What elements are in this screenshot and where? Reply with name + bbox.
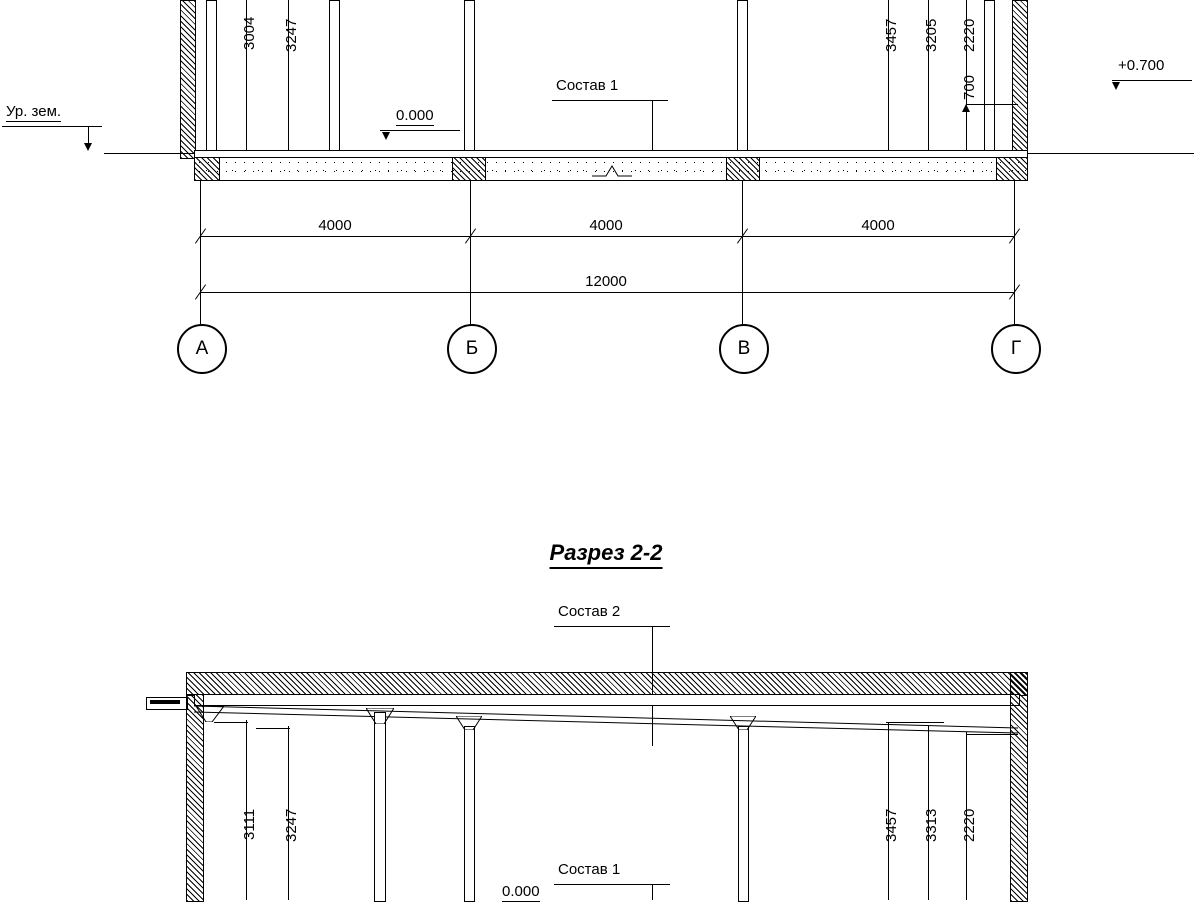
ground-level-text: Ур. зем. [6, 103, 62, 120]
dim-total-12000: 12000 [585, 273, 627, 290]
column-1-top [206, 0, 217, 158]
column-3-top [464, 0, 475, 158]
axis-label-b: Б [465, 338, 479, 359]
dim-3457-lower: 3457 [883, 808, 900, 842]
break-symbol-top-section [592, 160, 632, 178]
capital-2-section-2-2 [366, 708, 394, 724]
capital-4-section-2-2 [730, 716, 756, 730]
foundation-block-b [452, 157, 486, 181]
level-zero-top-arrow [382, 132, 390, 140]
sostav1-bottom-label: Состав 1 [558, 861, 621, 878]
dim-3457-top: 3457 [883, 18, 900, 52]
level-plus-700-arrow [1112, 82, 1120, 90]
level-zero-top-text: 0.000 [396, 107, 434, 124]
dim-span-2: 4000 [589, 217, 623, 234]
dim-3313: 3313 [923, 808, 940, 842]
dim-leader-3247-lower [256, 728, 290, 729]
level-zero-top-leader [380, 130, 460, 131]
dim-span-3: 4000 [861, 217, 895, 234]
column-5-top [984, 0, 995, 158]
level-plus-700-label: +0.700 [1118, 57, 1165, 74]
level-700-inner-leader [966, 104, 1018, 105]
dim-leader-3457-lower [886, 722, 944, 723]
roof-slab [186, 672, 1028, 696]
axis-bubble-a [177, 324, 227, 374]
column-4-top [737, 0, 748, 158]
axis-label-v: В [737, 338, 751, 359]
column-2-top [329, 0, 340, 158]
foundation-block-g [996, 157, 1028, 181]
dim-span-1: 4000 [318, 217, 352, 234]
column-3-section-2-2 [738, 726, 749, 902]
foundation-block-a [194, 157, 220, 181]
dim-leader-2220-lower [966, 734, 1018, 735]
axis-stem-b [470, 292, 471, 324]
capital-1-section-2-2 [196, 706, 224, 722]
level-zero-top-label [396, 108, 434, 123]
column-2-section-2-2 [464, 726, 475, 902]
level-zero-bottom-label [502, 884, 540, 899]
axis-label-a: А [195, 338, 209, 359]
ground-line-left [104, 153, 194, 154]
dim-2220-top: 2220 [961, 18, 978, 52]
ground-level-leader [2, 126, 102, 127]
dim-3247-lower: 3247 [283, 808, 300, 842]
axis-stem-g [1014, 292, 1015, 324]
axis-bubble-v [719, 324, 769, 374]
dim-leader-3111 [214, 722, 248, 723]
sostav1-top-label: Состав 1 [556, 77, 619, 94]
ground-level-arrow [84, 143, 92, 151]
sostav1-bottom-leader [652, 884, 653, 900]
ground-level-tick [88, 126, 89, 144]
axis-bubble-b [447, 324, 497, 374]
roof-left-drip-core [150, 700, 180, 704]
axis-label-g: Г [1010, 338, 1022, 359]
dim-700-top: 700 [961, 74, 978, 100]
ground-level-label [6, 104, 61, 119]
wall-left-section-2-2 [186, 694, 204, 902]
capital-3-section-2-2 [456, 716, 482, 730]
ground-line-right [1024, 153, 1194, 154]
foundation-block-v [726, 157, 760, 181]
section-2-2-title-text: Разрез 2-2 [550, 540, 663, 569]
dim-chain-4000 [200, 236, 1014, 237]
level-zero-bottom-text: 0.000 [502, 883, 540, 900]
axis-stem-v [742, 292, 743, 324]
dim-3205-top: 3205 [923, 18, 940, 52]
wall-right-top-section [1012, 0, 1028, 159]
level-700-inner-arrow [962, 104, 970, 112]
ceiling-slope-lines [194, 700, 1018, 734]
dim-chain-total [200, 292, 1014, 293]
dim-3247-top: 3247 [283, 18, 300, 52]
wall-left-top-section [180, 0, 196, 159]
sostav2-label: Состав 2 [558, 603, 621, 620]
wall-right-section-2-2 [1010, 672, 1028, 902]
sostav1-top-underline [552, 100, 668, 101]
dim-2220-lower: 2220 [961, 808, 978, 842]
axis-bubble-g [991, 324, 1041, 374]
dim-3111: 3111 [241, 808, 258, 840]
axis-stem-a [200, 292, 201, 324]
section-2-2-title [550, 540, 663, 566]
dim-3004-top: 3004 [241, 16, 258, 50]
level-plus-700-leader [1112, 80, 1192, 81]
column-1-section-2-2 [374, 712, 386, 902]
